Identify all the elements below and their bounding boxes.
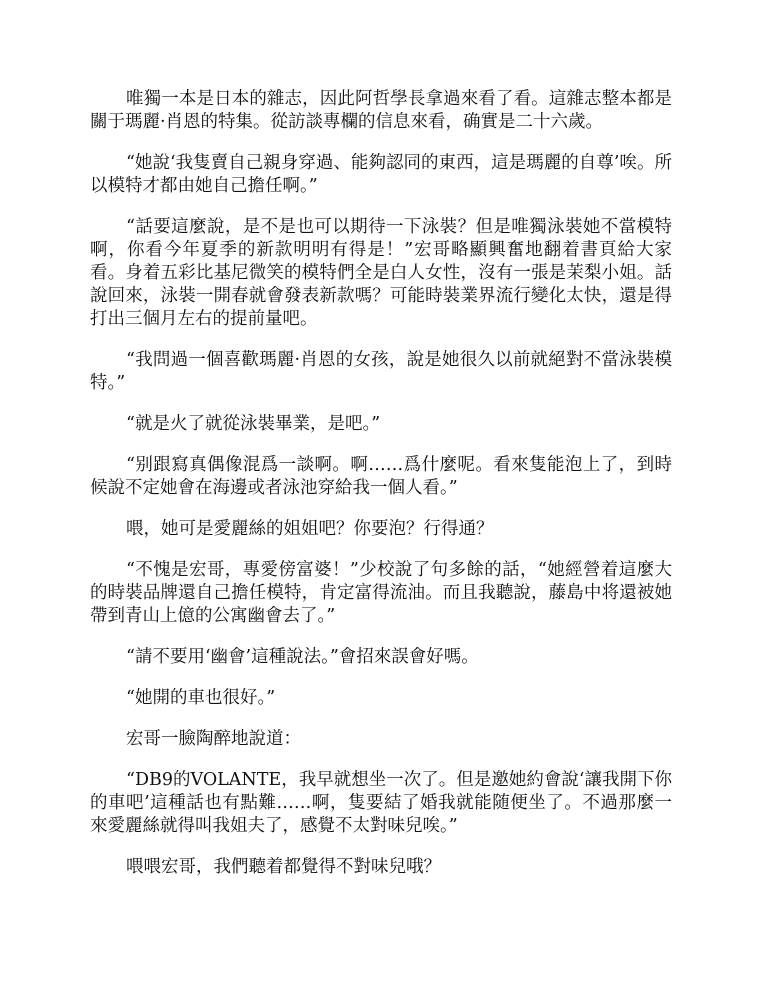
paragraph-12: “DB9的VOLANTE，我早就想坐一次了。但是邀她約會說‘讓我開下你的車吧’這種話也有點難……啊，隻要結了婚我就能随便坐了。不過那麼一來愛麗絲就得叫我姐夫了，感覺不太對味兒唉。” bbox=[90, 770, 672, 836]
paragraph-8: “不愧是宏哥，專愛傍富婆！”少校說了句多餘的話，“她經營着這麼大的時裝品牌還自己擔任模特，肯定富得流油。而且我聽說，藤島中将還被她帶到青山上億的公寓幽會去了。” bbox=[90, 560, 672, 626]
paragraph-10: “她開的車也很好。” bbox=[126, 688, 276, 708]
paragraph-11: 宏哥一臉陶醉地說道： bbox=[126, 729, 301, 749]
paragraph-13: 喂喂宏哥，我們聽着都覺得不對味兒哦？ bbox=[126, 857, 441, 877]
paragraph-9: “請不要用‘幽會’這種說法。”會招來誤會好嗎。 bbox=[126, 647, 479, 667]
paragraph-4: “我問過一個喜歡瑪麗·肖恩的女孩，說是她很久以前就絕對不當泳裝模特。” bbox=[90, 350, 672, 393]
paragraph-6: “别跟寫真偶像混爲一談啊。啊……爲什麼呢。看來隻能泡上了，到時候說不定她會在海邊或者泳池穿給我一個人看。” bbox=[90, 455, 672, 498]
paragraph-3: “話要這麼說，是不是也可以期待一下泳裝？但是唯獨泳裝她不當模特啊，你看今年夏季的新款明明有得是！”宏哥略顯興奮地翻着書頁給大家看。身着五彩比基尼微笑的模特們全是白人女性，沒有一張是茉梨小姐。話說回來，泳裝一開春就會發表新款嗎？可能時裝業界流行變化太快，還是得打出三個月左右的提前量吧。 bbox=[90, 217, 672, 329]
paragraph-2: “她說‘我隻賣自己親身穿過、能夠認同的東西，這是瑪麗的自尊’唉。所以模特才都由她自己擔任啊。” bbox=[90, 153, 672, 196]
paragraph-1: 唯獨一本是日本的雜志，因此阿哲學長拿過來看了看。這雜志整本都是關于瑪麗·肖恩的特集。從訪談專欄的信息來看，确實是二十六歲。 bbox=[90, 89, 672, 132]
paragraph-5: “就是火了就從泳裝畢業，是吧。” bbox=[126, 414, 381, 434]
paragraph-7: 喂，她可是愛麗絲的姐姐吧？你要泡？行得通？ bbox=[126, 519, 494, 539]
document-body bbox=[90, 88, 672, 897]
